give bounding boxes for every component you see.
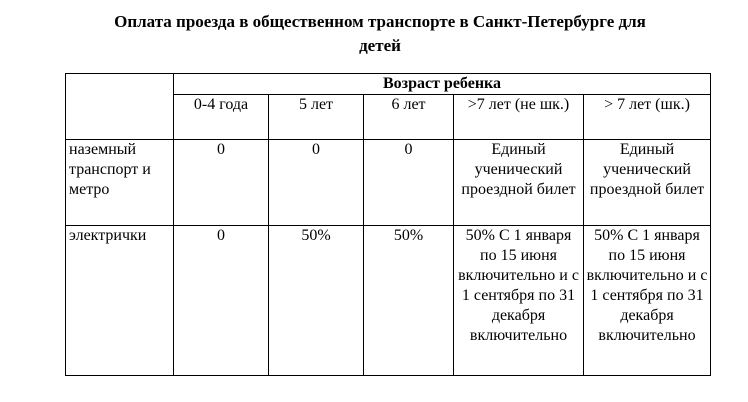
table-row	[66, 140, 711, 226]
table-cell: 50% С 1 января по 15 июня включительно и с 1 сентября по 31 декабря включительно	[584, 226, 711, 376]
table-cell: 50%	[364, 226, 454, 376]
table-cell: 0	[174, 140, 269, 226]
title-line-1: Оплата проезда в общественном транспорте в Санкт-Петербурге для	[114, 12, 646, 31]
table-cell: 50% С 1 января по 15 июня включительно и с 1 сентября по 31 декабря включительно	[454, 226, 584, 376]
column-header: > 7 лет (шк.)	[584, 95, 711, 140]
table-cell: 0	[269, 140, 364, 226]
table-cell: 0	[174, 226, 269, 376]
column-header: 0-4 года	[174, 95, 269, 140]
table-row	[66, 226, 711, 376]
page-title	[60, 10, 700, 58]
table-cell: Единый ученический проездной билет	[584, 140, 711, 226]
column-header: 6 лет	[364, 95, 454, 140]
header-row-age	[66, 74, 711, 95]
column-header: >7 лет (не шк.)	[454, 95, 584, 140]
title-line-2: детей	[359, 36, 401, 55]
table-cell: Единый ученический проездной билет	[454, 140, 584, 226]
age-header: Возраст ребенка	[174, 74, 711, 95]
table-cell: 50%	[269, 226, 364, 376]
row-label: наземный транспорт и метро	[66, 140, 174, 226]
corner-cell	[66, 74, 174, 140]
row-label: электрички	[66, 226, 174, 376]
fare-table	[65, 73, 711, 376]
table-cell: 0	[364, 140, 454, 226]
column-header: 5 лет	[269, 95, 364, 140]
